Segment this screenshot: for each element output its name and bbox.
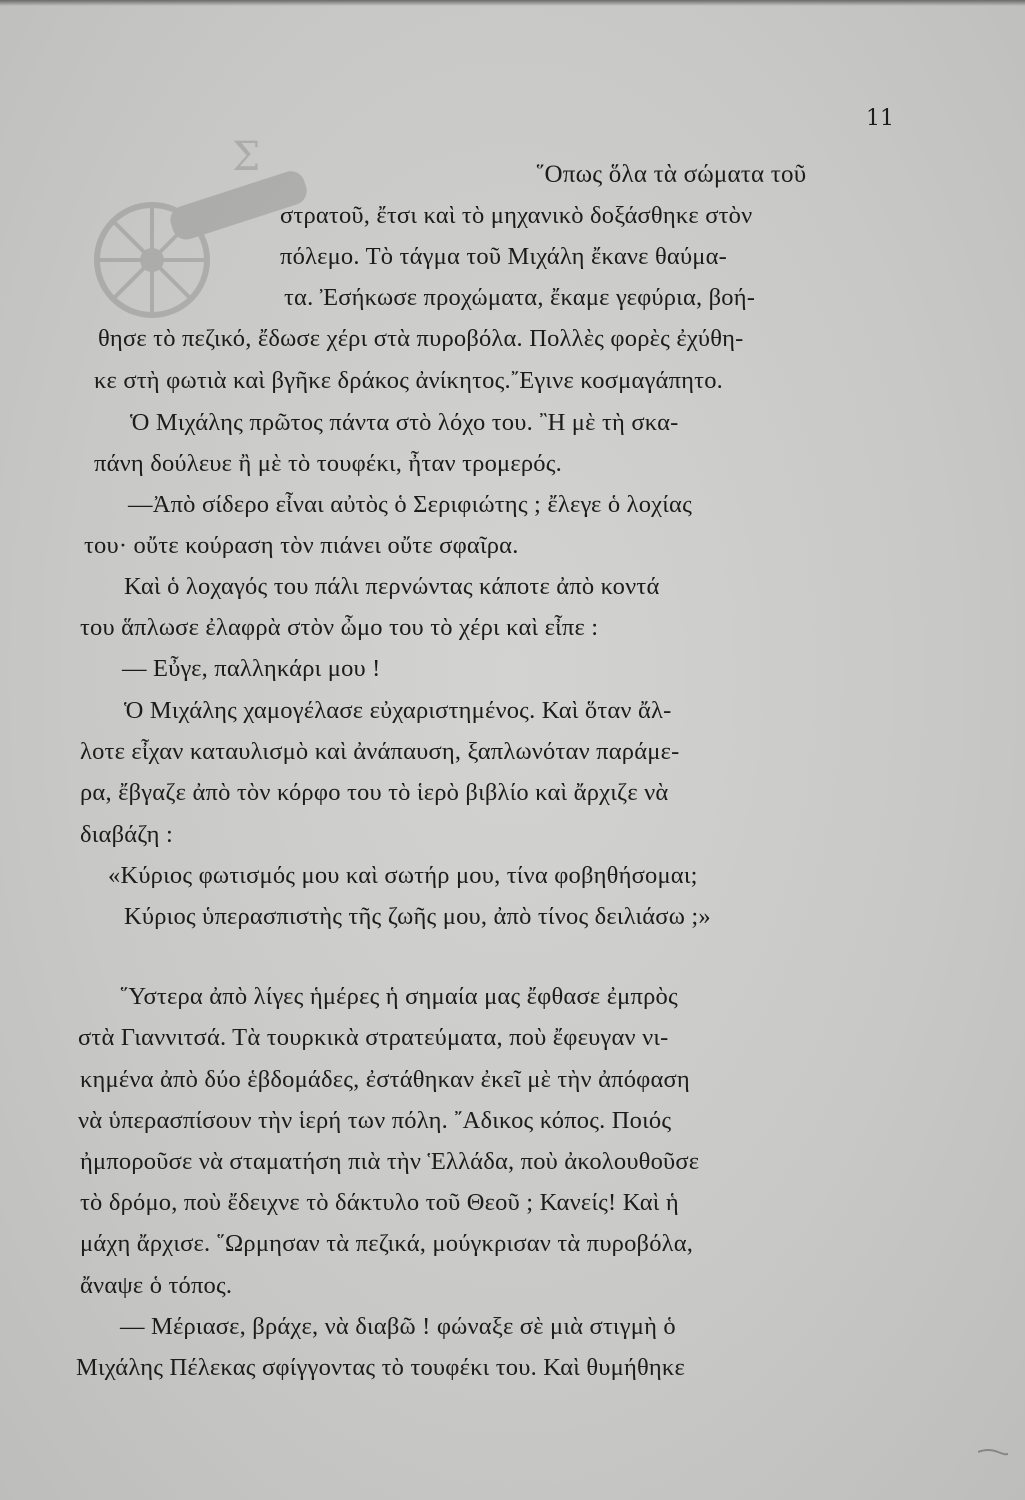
text-line: «Κύριος φωτισμός μου καὶ σωτήρ μου, τίνα φοβηθήσομαι;	[108, 862, 698, 889]
text-line: θησε τὸ πεζικό, ἔδωσε χέρι στὰ πυροβόλα. Πολλὲς φορὲς ἐχύθη-	[98, 325, 744, 352]
text-line: πόλεμο. Τὸ τάγμα τοῦ Μιχάλη ἔκανε θαύμα-	[280, 243, 728, 270]
page-number: 11	[866, 106, 894, 131]
page-top-edge	[0, 0, 1025, 6]
text-line: ῞Οπως ὅλα τὰ σώματα τοῦ	[536, 161, 807, 188]
text-line: κε στὴ φωτιὰ καὶ βγῆκε δράκος ἀνίκητος.῎Εγινε κοσμαγάπητο.	[94, 367, 723, 394]
svg-text:Σ: Σ	[232, 140, 261, 180]
text-line: λοτε εἶχαν καταυλισμὸ καὶ ἀνάπαυση, ξαπλωνόταν παράμε-	[80, 738, 680, 765]
text-line: Ὁ Μιχάλης χαμογέλασε εὐχαριστημένος. Καὶ ὅταν ἄλ-	[124, 697, 672, 724]
text-line: Κύριος ὑπερασπιστὴς τῆς ζωῆς μου, ἀπὸ τίνος δειλιάσω ;»	[124, 903, 711, 930]
text-line: του· οὔτε κούραση τὸν πιάνει οὔτε σφαῖρα.	[84, 532, 519, 559]
text-line: πάνη δούλευε ἢ μὲ τὸ τουφέκι, ἦταν τρομερός.	[94, 450, 562, 477]
text-line: διαβάζη :	[80, 821, 174, 848]
text-line: ἠμποροῦσε νὰ σταματήση πιὰ τὴν Ἑλλάδα, ποὺ ἀκολουθοῦσε	[80, 1148, 700, 1175]
text-line: νὰ ὑπερασπίσουν τὴν ἱερή των πόλη. ῎Αδικος κόπος. Ποιός	[78, 1107, 672, 1134]
text-line: ρα, ἔβγαζε ἀπὸ τὸν κόρφο του τὸ ἱερὸ βιβλίο καὶ ἄρχιζε νὰ	[80, 779, 669, 806]
text-line: μάχη ἄρχισε. ῞Ωρμησαν τὰ πεζικά, μούγκρισαν τὰ πυροβόλα,	[80, 1230, 694, 1257]
text-line: του ἅπλωσε ἐλαφρὰ στὸν ὦμο του τὸ χέρι καὶ εἶπε :	[80, 614, 599, 641]
text-line: κημένα ἀπὸ δύο ἑβδομάδες, ἐστάθηκαν ἐκεῖ μὲ τὴν ἀπόφαση	[80, 1066, 690, 1093]
text-line: στὰ Γιαννιτσά. Τὰ τουρκικὰ στρατεύματα, ποὺ ἔφευγαν νι-	[78, 1024, 669, 1051]
text-line: στρατοῦ, ἔτσι καὶ τὸ μηχανικὸ δοξάσθηκε στὸν	[280, 202, 753, 229]
text-line: Καὶ ὁ λοχαγός του πάλι περνώντας κάποτε ἀπὸ κοντά	[124, 573, 660, 600]
text-line: — Εὖγε, παλληκάρι μου !	[122, 655, 381, 682]
text-line: ἄναψε ὁ τόπος.	[80, 1272, 233, 1299]
text-line: ῞Υστερα ἀπὸ λίγες ἡμέρες ἡ σημαία μας ἔφθασε ἐμπρὸς	[120, 983, 678, 1010]
text-line: Μιχάλης Πέλεκας σφίγγοντας τὸ τουφέκι του. Καὶ θυμήθηκε	[76, 1354, 685, 1381]
text-line: —Ἀπὸ σίδερο εἶναι αὐτὸς ὁ Σεριφιώτης ; ἔλεγε ὁ λοχίας	[128, 491, 692, 518]
text-line: τὸ δρόμο, ποὺ ἔδειχνε τὸ δάκτυλο τοῦ Θεοῦ ; Κανείς! Καὶ ἡ	[80, 1189, 679, 1216]
text-line: — Μέριασε, βράχε, νὰ διαβῶ ! φώναξε σὲ μιὰ στιγμὴ ὁ	[120, 1313, 676, 1340]
text-line: Ὁ Μιχάλης πρῶτος πάντα στὸ λόχο του. ῍Η μὲ τὴ σκα-	[130, 409, 679, 436]
text-line: τα. Ἐσήκωσε προχώματα, ἔκαμε γεφύρια, βοή-	[284, 284, 756, 311]
ink-mark-icon	[978, 1448, 1008, 1456]
